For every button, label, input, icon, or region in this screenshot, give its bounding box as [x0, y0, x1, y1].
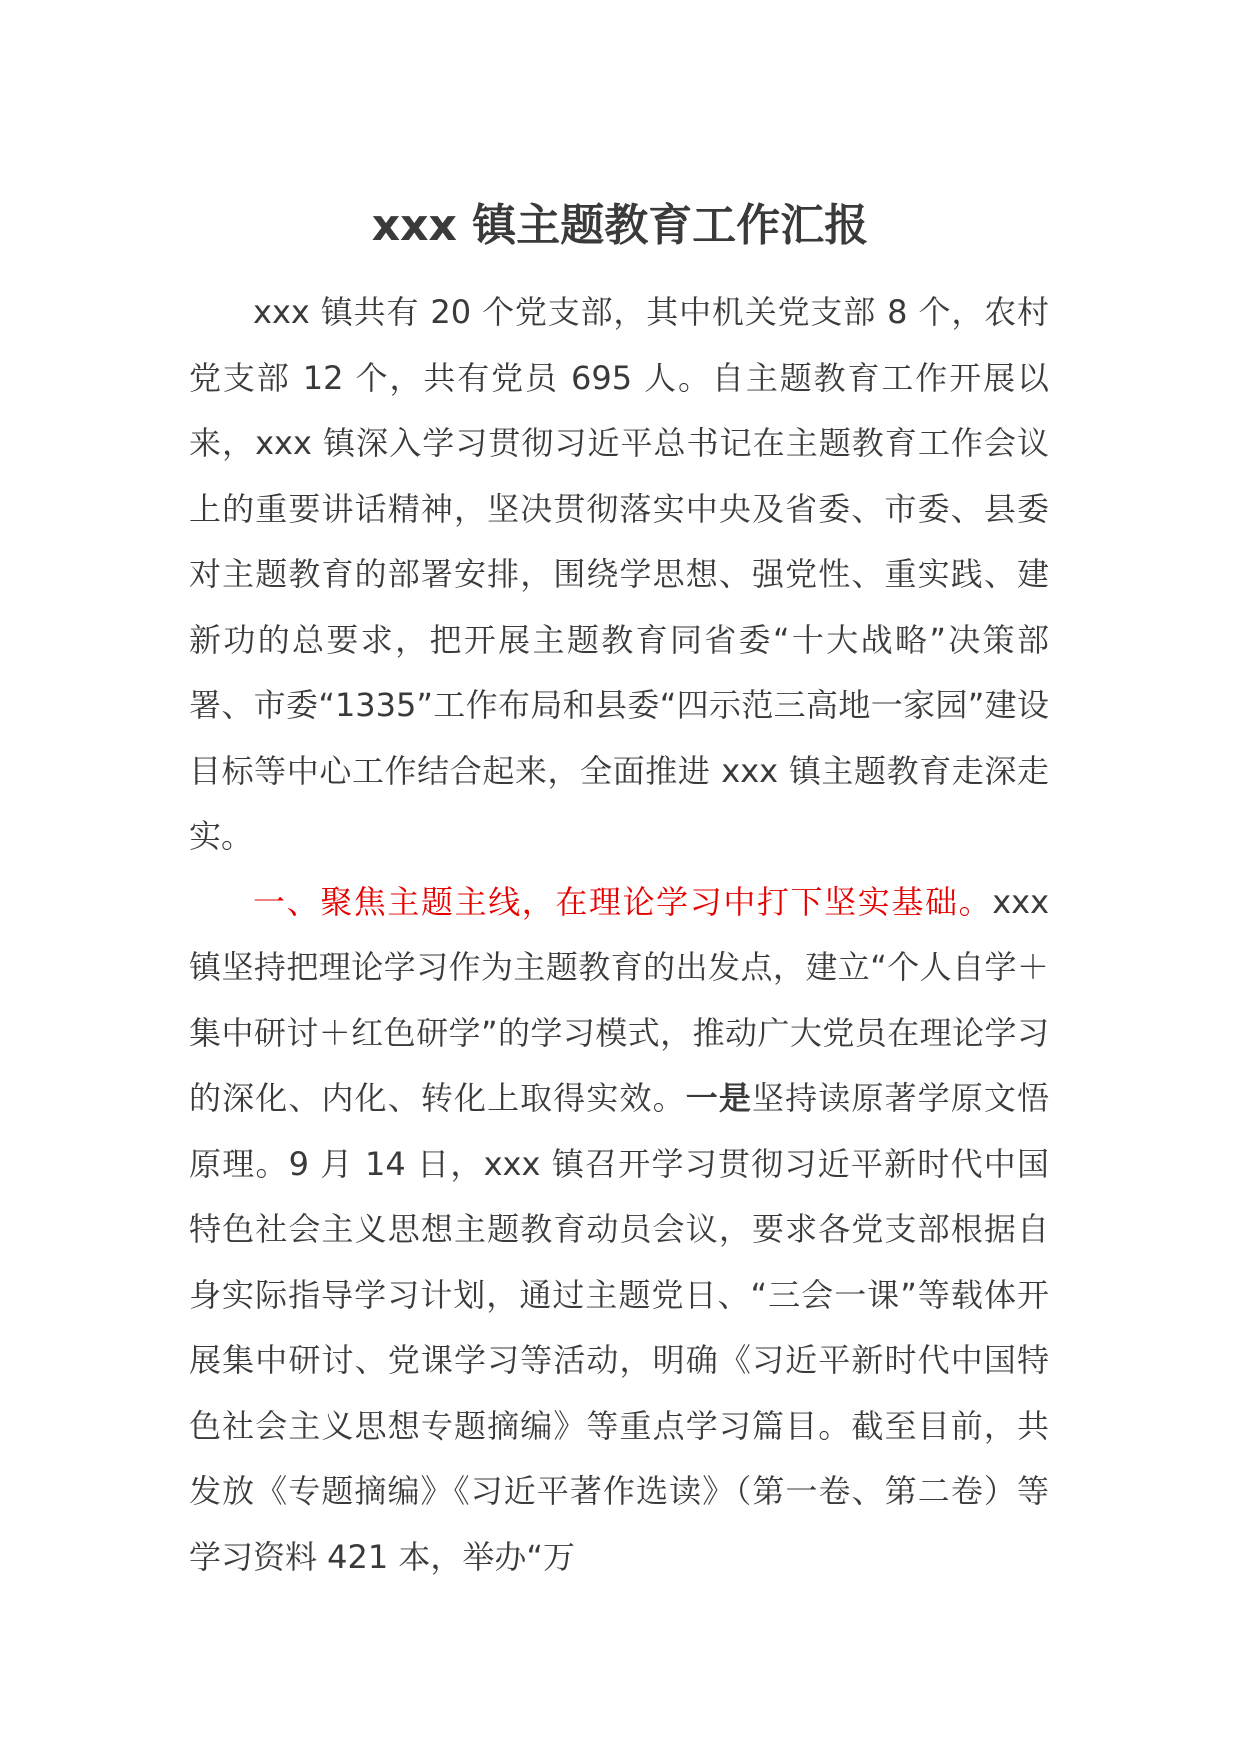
section-1-paragraph [189, 870, 1049, 1591]
document-body [189, 280, 1049, 1590]
section-1-text-part2: 坚持读原著学原文悟原理。9 月 14 日，xxx 镇召开学习贯彻习近平新时代中国特色社会主义思想主题教育动员会议，要求各党支部根据自身实际指导学习计划，通过主题党日、“三会一课”等载体开展集中研讨、党课学习等活动，明确《习近平新时代中国特色社会主义思想专题摘编》等重点学习篇目。截至目前，共发放《专题摘编》《习近平著作选读》（第一卷、第二卷）等学习资料 421 本，举办“万 [189, 1079, 1049, 1576]
intro-paragraph: xxx 镇共有 20 个党支部，其中机关党支部 8 个，农村党支部 12 个，共有党员 695 人。自主题教育工作开展以来，xxx 镇深入学习贯彻习近平总书记在主题教育工作会议上的重要讲话精神，坚决贯彻落实中央及省委、市委、县委对主题教育的部署安排，围绕学思想、强党性、重实践、建新功的总要求，把开展主题教育同省委“十大战略”决策部署、市委“1335”工作布局和县委“四示范三高地一家园”建设目标等中心工作结合起来，全面推进 xxx 镇主题教育走深走实。 [189, 293, 1049, 855]
section-1-bold-lead: 一是 [685, 1079, 753, 1117]
section-1-text-part1: xxx 镇坚持把理论学习作为主题教育的出发点，建立“个人自学＋集中研讨＋红色研学”的学习模式，推动广大党员在理论学习的深化、内化、转化上取得实效。 [189, 882, 1049, 1117]
document-title: xxx 镇主题教育工作汇报 [371, 200, 869, 251]
section-1-heading: 一、聚焦主题主线，在理论学习中打下坚实基础。 [253, 882, 993, 921]
